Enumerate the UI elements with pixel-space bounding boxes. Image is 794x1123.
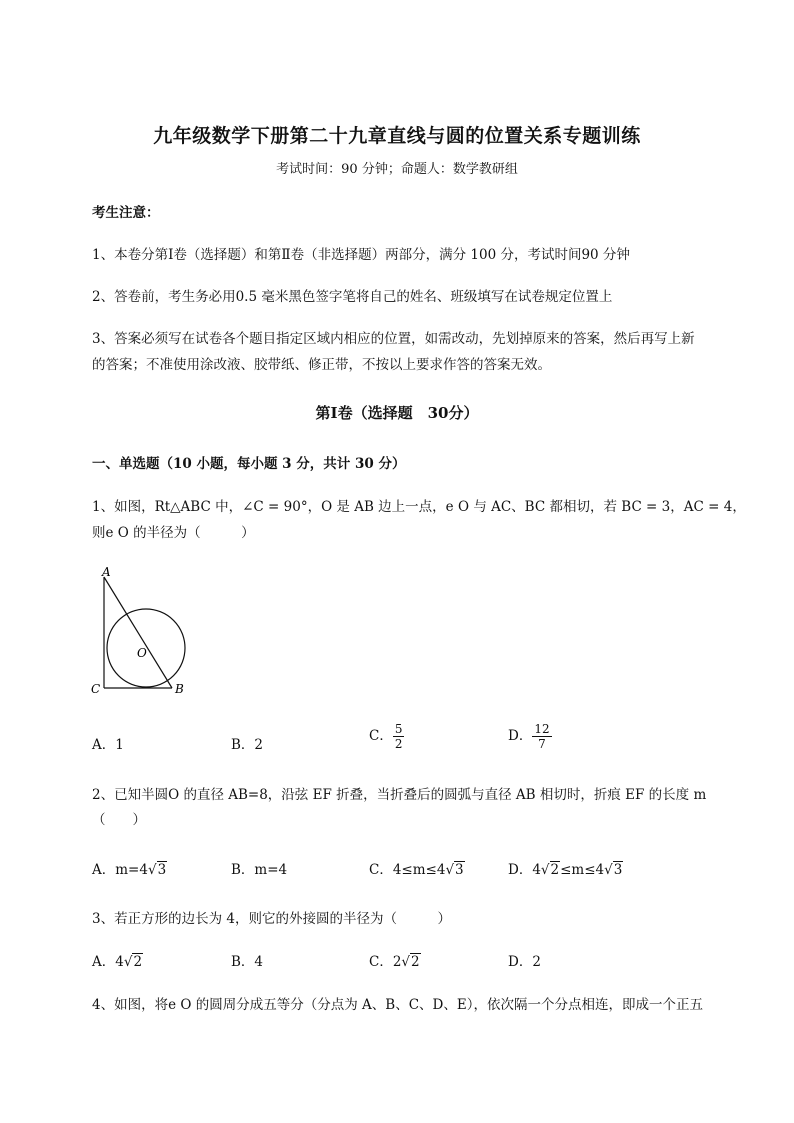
q1-option-b[interactable]: B．2 bbox=[231, 737, 264, 753]
q1-option-c-numerator: 5 bbox=[394, 722, 403, 736]
q3-option-a-sqrt: √2 bbox=[123, 954, 143, 970]
q2-option-d-radicand-1: 2 bbox=[550, 862, 560, 878]
question-1-figure bbox=[85, 562, 200, 697]
question-1-line-2: 则e O 的半径为（ ） bbox=[92, 525, 255, 541]
q3-option-c-prefix: C．2 bbox=[369, 954, 402, 970]
label-o: O bbox=[137, 646, 147, 660]
label-c: C bbox=[91, 682, 101, 696]
q3-option-a-prefix: A．4 bbox=[92, 954, 124, 970]
notice-item-1: 1、本卷分第Ⅰ卷（选择题）和第Ⅱ卷（非选择题）两部分，满分 100 分，考试时间90 分钟 bbox=[92, 247, 630, 263]
section-title: 第Ⅰ卷（选择题 30分） bbox=[315, 404, 479, 422]
q1-option-c-denominator: 2 bbox=[394, 737, 403, 751]
q2-option-c-radicand: 3 bbox=[455, 862, 464, 878]
q3-option-c[interactable] bbox=[369, 950, 421, 970]
question-4-line-1: 4、如图，将e O 的圆周分成五等分（分点为 A、B、C、D、E），依次隔一个分点相连，即成一个正五 bbox=[92, 997, 703, 1013]
question-1-line-1: 1、如图，Rt△ABC 中，∠C = 90°，O 是 AB 边上一点，e O 与 AC、BC 都相切，若 BC = 3，AC = 4， bbox=[92, 499, 746, 515]
q3-option-c-sqrt: √2 bbox=[401, 954, 420, 970]
question-2-line-1: 2、已知半圆O 的直径 AB=8，沿弦 EF 折叠，当折叠后的圆弧与直径 AB 相切时，折痕 EF 的长度 m bbox=[92, 787, 707, 803]
q2-option-d-prefix: D．4 bbox=[508, 862, 541, 878]
q1-option-d-fraction bbox=[532, 722, 551, 751]
notice-item-3-line-2: 的答案；不准使用涂改液、胶带纸、修正带，不按以上要求作答的答案无效。 bbox=[92, 357, 551, 373]
q1-option-a[interactable]: A．1 bbox=[92, 737, 124, 753]
q2-option-a[interactable] bbox=[92, 858, 167, 878]
q1-option-d-prefix: D． bbox=[508, 728, 533, 744]
q2-option-c[interactable] bbox=[369, 858, 465, 878]
q2-option-d[interactable] bbox=[508, 858, 623, 878]
q1-option-c-prefix: C． bbox=[369, 728, 393, 744]
q3-option-a[interactable] bbox=[92, 950, 143, 970]
label-b: B bbox=[175, 682, 184, 696]
q3-option-d[interactable]: D．2 bbox=[508, 954, 541, 970]
q2-option-a-sqrt: √3 bbox=[147, 862, 167, 878]
question-3-line-1: 3、若正方形的边长为 4，则它的外接圆的半径为（ ） bbox=[92, 911, 451, 927]
q2-option-a-prefix: A．m=4 bbox=[92, 862, 148, 878]
q1-option-d-numerator: 12 bbox=[534, 722, 550, 736]
q1-option-c[interactable] bbox=[369, 722, 404, 751]
q2-option-b[interactable]: B．m=4 bbox=[231, 862, 288, 878]
label-a: A bbox=[102, 565, 111, 579]
q2-option-d-sqrt-2: √3 bbox=[604, 862, 623, 878]
q2-option-d-radicand-2: 3 bbox=[613, 862, 623, 878]
q1-option-d-denominator: 7 bbox=[538, 737, 546, 751]
q1-option-d[interactable] bbox=[508, 722, 552, 751]
exam-title: 九年级数学下册第二十九章直线与圆的位置关系专题训练 bbox=[153, 125, 641, 147]
q2-option-c-sqrt: √3 bbox=[445, 862, 464, 878]
q2-option-d-middle: ≤m≤4 bbox=[560, 862, 605, 878]
q3-option-b[interactable]: B．4 bbox=[231, 954, 264, 970]
q1-option-c-fraction bbox=[393, 722, 405, 751]
notice-item-3-line-1: 3、答案必须写在试卷各个题目指定区域内相应的位置，如需改动，先划掉原来的答案，然后再写上新 bbox=[92, 331, 695, 347]
question-2-line-2: （ ） bbox=[92, 812, 146, 828]
q2-option-a-radicand: 3 bbox=[157, 862, 167, 878]
q3-option-c-radicand: 2 bbox=[411, 954, 420, 970]
notice-item-2: 2、答卷前，考生务必用0.5 毫米黑色签字笔将自己的姓名、班级填写在试卷规定位置上 bbox=[92, 289, 613, 305]
part-heading: 一、单选题（10 小题，每小题 3 分，共计 30 分） bbox=[92, 456, 406, 472]
q2-option-c-prefix: C．4≤m≤4 bbox=[369, 862, 446, 878]
q3-option-a-radicand: 2 bbox=[133, 954, 143, 970]
notice-heading: 考生注意： bbox=[92, 205, 160, 221]
exam-subtitle: 考试时间：90 分钟；命题人：数学教研组 bbox=[276, 162, 518, 177]
q2-option-d-sqrt-1: √2 bbox=[540, 862, 560, 878]
